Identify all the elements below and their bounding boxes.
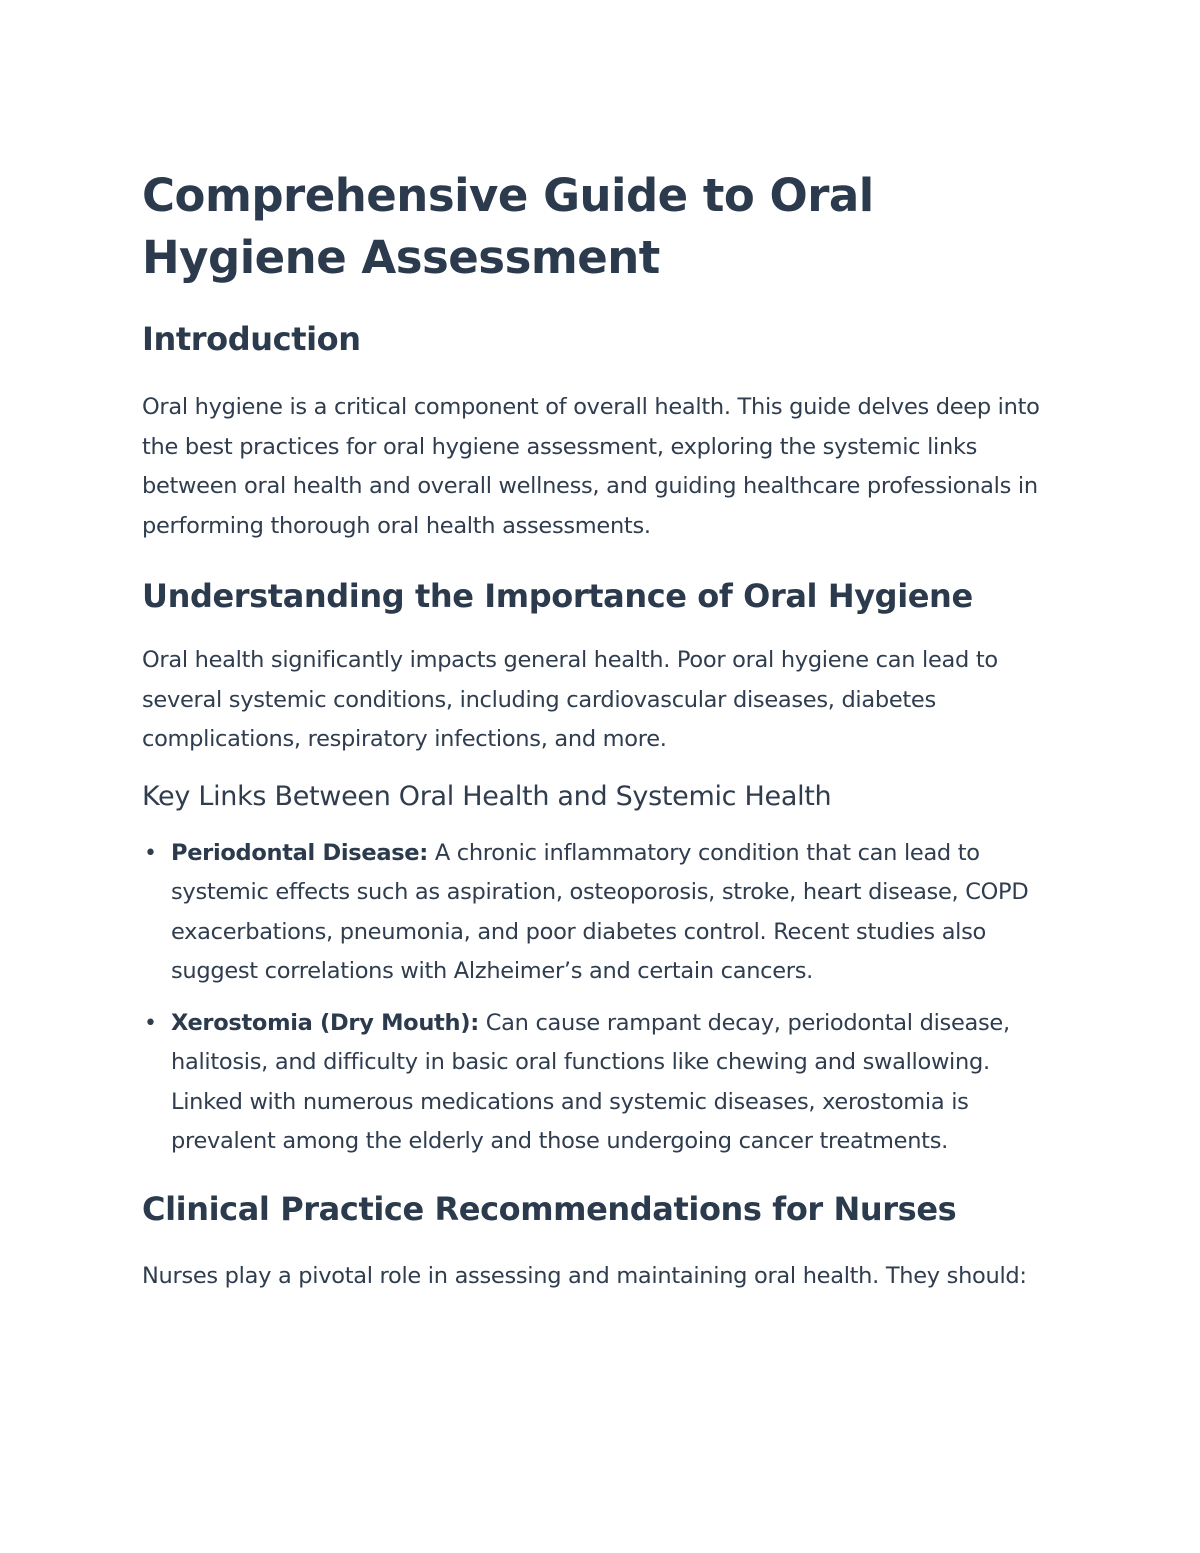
- list-item: [142, 1004, 1062, 1162]
- section-heading-nurses: Clinical Practice Recommendations for Nurses: [142, 1189, 957, 1228]
- introduction-paragraph: Oral hygiene is a critical component of overall health. This guide delves deep into the best practices for oral hygiene assessment, exploring the systemic links between oral health and overall wellness, and guiding healthcare professionals in performing thorough oral health assessments.: [142, 394, 1040, 539]
- nurses-paragraph: Nurses play a pivotal role in assessing and maintaining oral health. They should:: [142, 1262, 1027, 1289]
- bullet-icon: •: [144, 840, 157, 866]
- section-heading-introduction: Introduction: [142, 320, 361, 358]
- key-links-list: [142, 834, 1062, 1162]
- document-page: [142, 165, 1062, 1296]
- list-item: [142, 834, 1062, 992]
- section-heading-importance: Understanding the Importance of Oral Hygiene: [142, 577, 973, 615]
- bullet-icon: •: [144, 1010, 157, 1036]
- list-item-term: Periodontal Disease:: [171, 839, 428, 866]
- subsection-heading-key-links: Key Links Between Oral Health and Systemic Health: [142, 780, 832, 812]
- list-item-description: Can cause rampant decay, periodontal disease, halitosis, and difficulty in basic oral functions like chewing and swallowing. Linked with numerous medications and systemic diseases, xerostomia is prevalent among the elderly and those undergoing cancer treatments.: [171, 1009, 1010, 1154]
- list-item-description: A chronic inflammatory condition that can lead to systemic effects such as aspiration, osteoporosis, stroke, heart disease, COPD exacerbations, pneumonia, and poor diabetes control. Recent studies also suggest correlations with Alzheimer’s and certain cancers.: [171, 839, 1029, 984]
- document-title: Comprehensive Guide to Oral Hygiene Assessment: [142, 169, 874, 284]
- list-item-term: Xerostomia (Dry Mouth):: [171, 1009, 479, 1036]
- importance-paragraph: Oral health significantly impacts general health. Poor oral hygiene can lead to several systemic conditions, including cardiovascular diseases, diabetes complications, respiratory infections, and more.: [142, 647, 998, 752]
